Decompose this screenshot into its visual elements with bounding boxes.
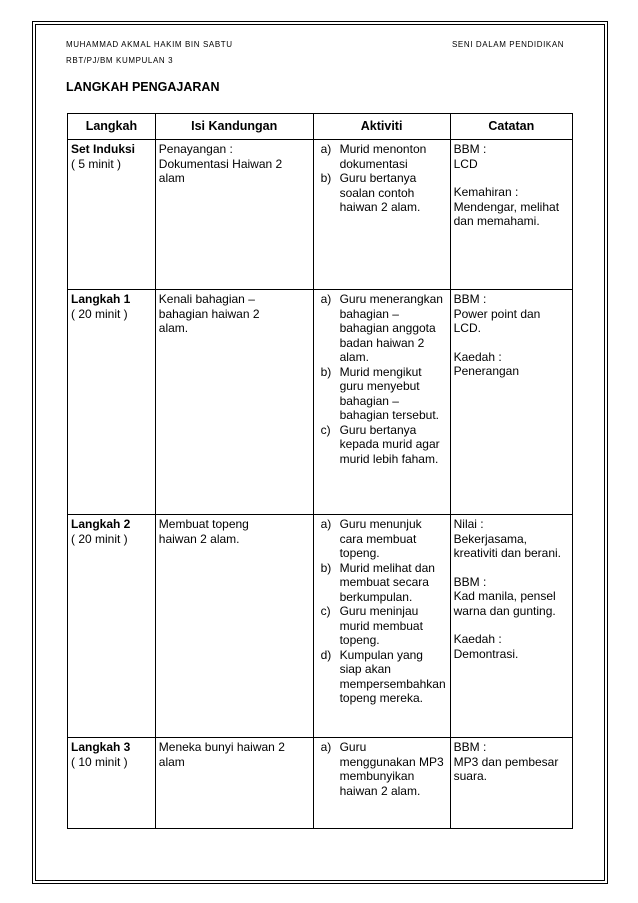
- content-cell: [155, 140, 313, 290]
- activity-text: Guru menggunakan MP3 membunyikan haiwan 2 alam.: [339, 740, 444, 798]
- content-cell: [155, 738, 313, 829]
- notes-cell: [450, 140, 572, 290]
- activities-cell: [313, 515, 450, 738]
- table-row: [68, 515, 573, 738]
- activity-item: [317, 517, 446, 561]
- step-duration: ( 20 minit ): [71, 531, 128, 546]
- column-header-catatan: Catatan: [450, 114, 572, 140]
- step-cell: [68, 515, 156, 738]
- activity-list: [317, 142, 446, 215]
- column-header-isi-kandungan: Isi Kandungan: [155, 114, 313, 140]
- activity-list: [317, 517, 446, 706]
- content-line: alam.: [158, 321, 189, 335]
- activity-label: a): [320, 517, 332, 531]
- step-duration: ( 5 minit ): [71, 156, 122, 171]
- activity-label: c): [320, 604, 331, 618]
- content-line: Membuat topeng: [158, 517, 249, 531]
- step-title: Langkah 2: [71, 517, 131, 531]
- table-row: [68, 738, 573, 829]
- activity-text: Murid menonton dokumentasi: [339, 142, 427, 171]
- step-title: Set Induksi: [71, 142, 136, 156]
- activity-label: d): [320, 647, 332, 662]
- notes-cell: [450, 515, 572, 738]
- activity-item: [317, 604, 446, 648]
- content-line: Meneka bunyi haiwan 2: [158, 740, 285, 754]
- activity-text: Guru menerangkan bahagian – bahagian anggota badan haiwan 2 alam.: [339, 292, 443, 364]
- lesson-steps-table: [67, 113, 573, 829]
- activity-text: Guru bertanya kepada murid agar murid lebih faham.: [339, 422, 440, 466]
- activity-list: [317, 292, 446, 466]
- activity-label: c): [320, 422, 331, 437]
- column-header-langkah: Langkah: [68, 114, 156, 140]
- step-cell: [68, 738, 156, 829]
- note-block: BBM : LCD: [453, 142, 487, 171]
- activity-item: [317, 648, 446, 706]
- activity-item: [317, 171, 446, 215]
- activity-list: [317, 740, 446, 798]
- note-block: BBM : Kad manila, pensel warna dan gunting.: [453, 574, 556, 618]
- step-cell: [68, 140, 156, 290]
- note-block: Kemahiran : Mendengar, melihat dan memahami.: [453, 185, 560, 228]
- activity-item: [317, 740, 446, 798]
- activities-cell: [313, 290, 450, 515]
- step-duration: ( 10 minit ): [71, 754, 128, 769]
- activity-text: Murid mengikut guru menyebut bahagian – bahagian tersebut.: [339, 364, 439, 422]
- note-block: BBM : Power point dan LCD.: [453, 292, 541, 335]
- content-line: alam: [158, 171, 185, 185]
- note-block: Nilai : Bekerjasama, kreativiti dan berani.: [453, 517, 562, 560]
- content-line: Kenali bahagian –: [158, 292, 255, 306]
- step-duration: ( 20 minit ): [71, 306, 128, 321]
- header-subject: SENI DALAM PENDIDIKAN: [452, 40, 565, 49]
- section-title: LANGKAH PENGAJARAN: [66, 80, 220, 94]
- note-block: BBM : MP3 dan pembesar suara.: [453, 740, 559, 783]
- activity-text: Guru bertanya soalan contoh haiwan 2 alam.: [339, 171, 421, 214]
- activity-text: Guru meninjau murid membuat topeng.: [339, 604, 423, 647]
- activity-text: Murid melihat dan membuat secara berkumpulan.: [339, 560, 435, 604]
- table-row: [68, 290, 573, 515]
- activity-label: b): [320, 364, 332, 379]
- activity-item: [317, 365, 446, 423]
- activity-item: [317, 423, 446, 467]
- activity-item: [317, 561, 446, 605]
- step-title: Langkah 3: [71, 740, 131, 754]
- note-block: Kaedah : Penerangan: [453, 349, 520, 378]
- activity-text: Kumpulan yang siap akan mempersembahkan topeng mereka.: [339, 647, 446, 705]
- content-cell: [155, 515, 313, 738]
- activity-label: b): [320, 171, 332, 185]
- activity-text: Guru menunjuk cara membuat topeng.: [339, 517, 422, 560]
- activity-label: b): [320, 560, 332, 575]
- content-line: bahagian haiwan 2: [158, 306, 260, 321]
- activity-item: [317, 142, 446, 171]
- header-group: RBT/PJ/BM KUMPULAN 3: [66, 56, 174, 65]
- notes-cell: [450, 738, 572, 829]
- table-header-row: [68, 114, 573, 140]
- activities-cell: [313, 738, 450, 829]
- header-author: MUHAMMAD AKMAL HAKIM BIN SABTU: [66, 40, 233, 49]
- activity-label: a): [320, 142, 332, 156]
- activity-label: a): [320, 292, 332, 306]
- notes-cell: [450, 290, 572, 515]
- column-header-aktiviti: Aktiviti: [313, 114, 450, 140]
- content-line: Dokumentasi Haiwan 2: [158, 156, 283, 171]
- content-cell: [155, 290, 313, 515]
- content-line: haiwan 2 alam.: [158, 531, 240, 546]
- activities-cell: [313, 140, 450, 290]
- table-row: [68, 140, 573, 290]
- activity-item: [317, 292, 446, 365]
- step-title: Langkah 1: [71, 292, 131, 306]
- activity-label: a): [320, 740, 332, 754]
- note-block: Kaedah : Demontrasi.: [453, 632, 519, 661]
- content-line: Penayangan :: [158, 142, 233, 156]
- step-cell: [68, 290, 156, 515]
- content-line: alam: [158, 754, 185, 769]
